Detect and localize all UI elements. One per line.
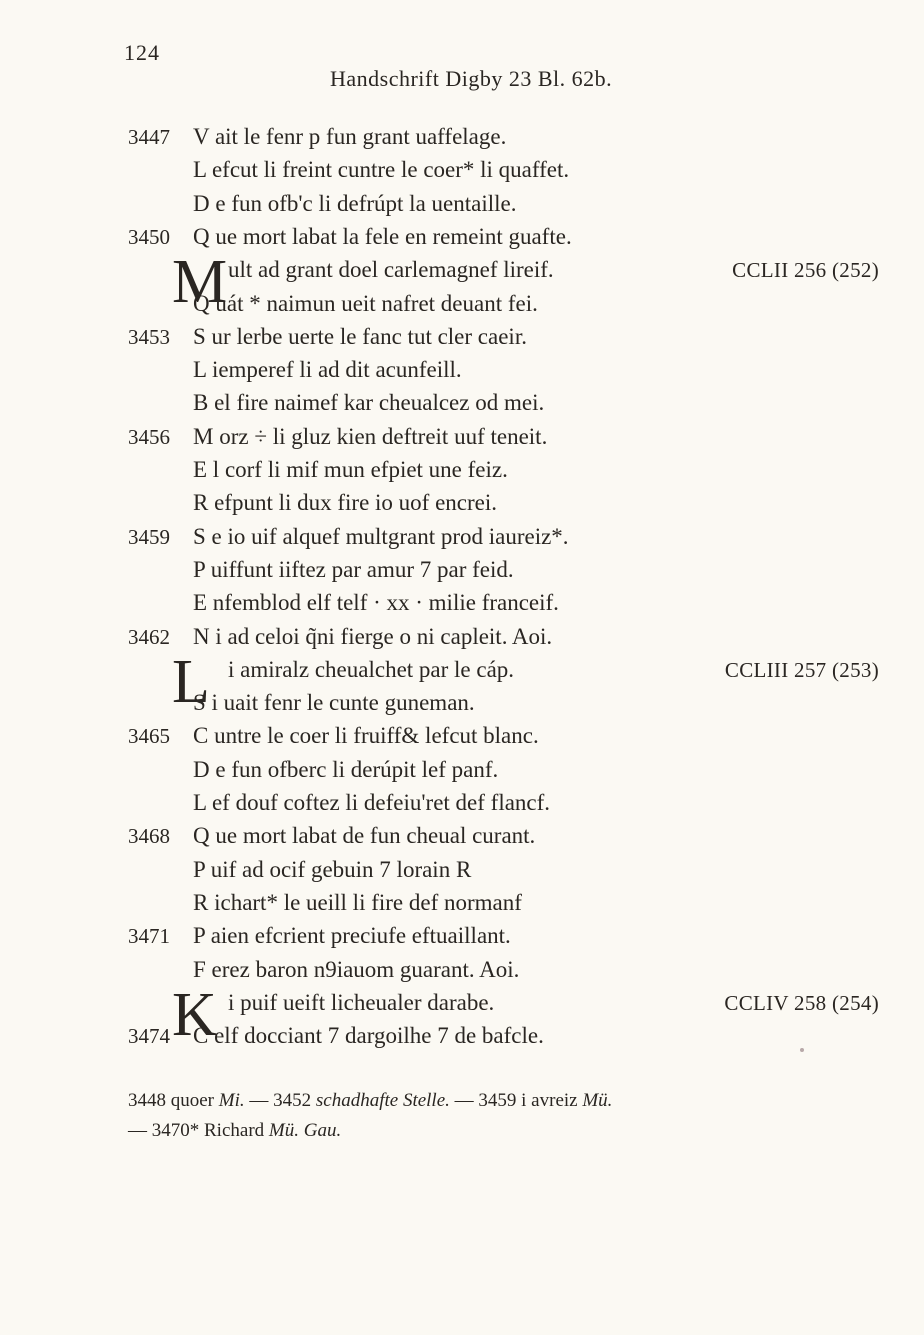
line-number: 3471 [128, 924, 170, 949]
verse-line [0, 786, 924, 820]
verse-text: L efcut li freint cuntre le coer* li quaffet. [193, 157, 570, 183]
verse-text: D e fun ofberc li derúpit lef panf. [193, 756, 499, 782]
laisse-reference: CCLIII 257 (253) [724, 657, 879, 682]
verse-text: C elf docciant 7 dargoilhe 7 de bafcle. [193, 1023, 544, 1049]
verse-line [0, 953, 924, 987]
verse-text: M orz ÷ li gluz kien deftreit uuf teneit. [193, 423, 548, 449]
line-number: 3462 [128, 624, 170, 649]
verse-line [0, 486, 924, 520]
verse-line [0, 320, 924, 354]
footnote-text: — 3470* Richard [128, 1120, 269, 1141]
verse-line [0, 719, 924, 753]
verse-text: P uiffunt iiftez par amur 7 par feid. [193, 556, 514, 582]
verse-text: V ait le fenr p fun grant uaffelage. [193, 124, 507, 149]
line-number: 3456 [128, 424, 170, 449]
verse-text: P aien efcrient preciufe eftuaillant. [193, 923, 511, 949]
line-number: 3474 [128, 1024, 170, 1049]
line-number: 3468 [128, 824, 170, 849]
verse-line [0, 453, 924, 487]
verse-text: Q uát * naimun ueit nafret deuant fei. [193, 290, 538, 316]
footnote-text: 3448 quoer [128, 1090, 219, 1111]
verse-text: i puif ueift licheualer darabe. [228, 989, 495, 1015]
verse-line [0, 386, 924, 420]
verse-text: F erez baron n9iauom guarant. Aoi. [193, 956, 520, 982]
verse-line [0, 653, 924, 687]
footnote-line-1 [128, 1086, 888, 1116]
verse-text: B el fire naimef kar cheualcez od mei. [193, 390, 545, 416]
verse-line [0, 353, 924, 387]
verse-line [0, 1019, 924, 1053]
verse-text: N i ad celoi q̃ni fierge o ni capleit. Aoi. [193, 623, 553, 649]
verse-line [0, 520, 924, 554]
line-number: 3459 [128, 524, 170, 549]
verse-text: L ef douf coftez li defeiu'ret def flancf. [193, 790, 551, 815]
footnote-text: — 3459 i avreiz [449, 1090, 583, 1111]
verse-text: i amiralz cheualchet par le cáp. [228, 656, 515, 682]
footnote-siglum: schadhafte Stelle. [315, 1090, 450, 1111]
laisse-reference: CCLII 256 (252) [732, 258, 879, 283]
verse-line [0, 620, 924, 654]
ink-speck [800, 1048, 804, 1052]
verse-text: E l corf li mif mun efpiet une feiz. [193, 457, 508, 482]
verse-line [0, 253, 924, 287]
line-number: 3453 [128, 324, 170, 349]
verse-line [0, 819, 924, 853]
running-head: Handschrift Digby 23 Bl. 62b. [330, 66, 613, 91]
verse-text: Q ue mort labat la fele en remeint guafte. [193, 223, 572, 249]
footnote-line-2 [128, 1116, 888, 1146]
verse-text: Q ue mort labat de fun cheual curant. [193, 823, 536, 849]
line-number: 3465 [128, 724, 170, 749]
verse-text: S i uait fenr le cunte guneman. [193, 690, 475, 716]
verse-line [0, 919, 924, 953]
verse-text: ult ad grant doel carlemagnef lireif. [228, 257, 554, 283]
verse-text: S e io uif alquef multgrant prod iaureiz*. [193, 523, 569, 549]
verse-text: R efpunt li dux fire io uof encrei. [193, 490, 498, 516]
footnote-siglum: Mü. Gau. [268, 1120, 342, 1141]
verse-line [0, 686, 924, 720]
line-number: 3447 [128, 125, 170, 149]
verse-text: L iemperef li ad dit acunfeill. [193, 357, 462, 383]
decorated-initial: M [172, 248, 228, 317]
verse-text: S ur lerbe uerte le fanc tut cler caeir. [193, 323, 527, 349]
footnote-siglum: Mü. [582, 1090, 613, 1111]
verse-line [0, 886, 924, 920]
footnotes [128, 1086, 888, 1146]
verse-line [0, 986, 924, 1020]
verse-line [0, 220, 924, 254]
verse-line [0, 420, 924, 454]
verse-line [0, 853, 924, 887]
page-number: 124 [124, 40, 160, 65]
verse-line [0, 120, 924, 154]
footnote-text: — 3452 [244, 1090, 316, 1111]
verse-line [0, 553, 924, 587]
verse-line [0, 586, 924, 620]
verse-line [0, 153, 924, 187]
decorated-initial: L [172, 647, 210, 716]
verse-line [0, 187, 924, 221]
line-number: 3450 [128, 224, 170, 249]
verse-text: C untre le coer li fruiff& lefcut blanc. [193, 723, 539, 749]
footnote-siglum: Mi. [218, 1090, 245, 1111]
verse-text: P uif ad ocif gebuin 7 lorain R [193, 856, 472, 882]
verse-text: R ichart* le ueill li fire def normanf [193, 889, 522, 915]
verse-line [0, 287, 924, 321]
verse-text: E nfemblod elf telf · xx · milie franceif. [193, 590, 559, 616]
laisse-reference: CCLIV 258 (254) [724, 990, 879, 1015]
verse-line [0, 753, 924, 787]
verse-text: D e fun ofb'c li defrúpt la uentaille. [193, 190, 517, 216]
decorated-initial: K [172, 980, 217, 1049]
